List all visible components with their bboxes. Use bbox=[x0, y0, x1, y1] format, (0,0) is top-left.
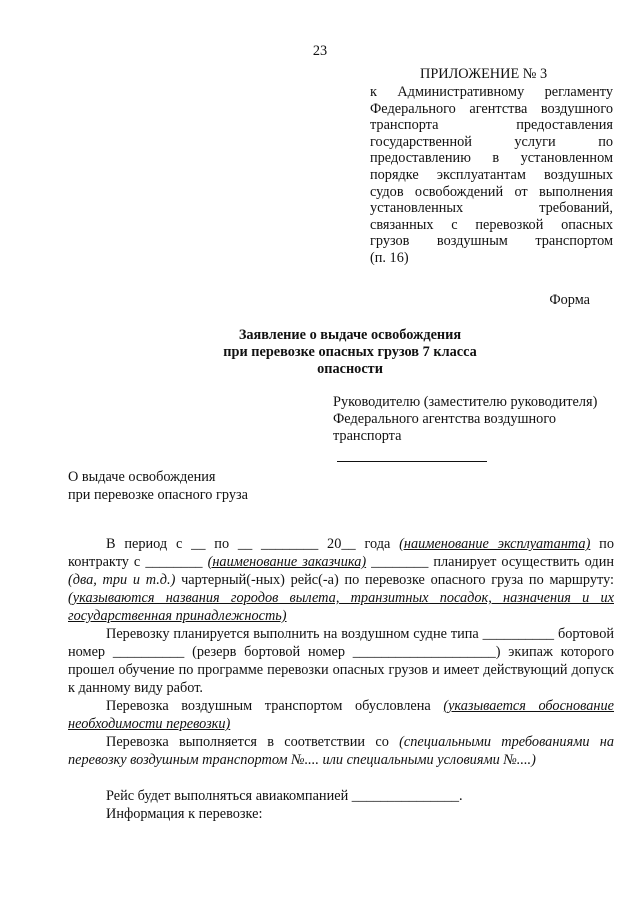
addressee-line: Федерального агентства воздушного bbox=[333, 411, 556, 427]
document-body bbox=[68, 535, 614, 823]
airline-line: Рейс будет выполняться авиакомпанией _______________. bbox=[106, 788, 463, 804]
appendix-heading: ПРИЛОЖЕНИЕ № 3 bbox=[420, 66, 548, 82]
form-label: Форма bbox=[549, 292, 590, 308]
paragraph-period-contract: В период с __ по __ ________ 20__ года (наименование эксплуатанта) по контракту с ________ (наименование заказчика) ________ планирует осуществить один (два, три и т.д.) чартерный(-ных) рейс(-а) по перевозке опасного груза по маршруту: (указываются названия городов вылета, транзитных посадок, назначения и их государственная принадлежность) bbox=[68, 536, 614, 624]
addressee-name-field[interactable] bbox=[337, 460, 487, 462]
appendix-reference bbox=[370, 84, 613, 267]
addressee-block bbox=[333, 394, 597, 445]
appendix-line: грузов воздушным транспортом bbox=[370, 233, 613, 250]
document-title bbox=[150, 327, 550, 378]
appendix-line: предоставлению в установленном bbox=[370, 150, 613, 167]
paragraph-aircraft: Перевозку планируется выполнить на воздушном судне типа __________ бортовой номер __________ (резерв бортовой номер ____________________) экипаж которого прошел обучение по программе перевозки опасных грузов и имеет действующий допуск к данному виду работ. bbox=[68, 626, 614, 696]
appendix-line: связанных с перевозкой опасных bbox=[370, 216, 613, 233]
addressee-line: Руководителю (заместителю руководителя) bbox=[333, 394, 598, 410]
appendix-line: установленных требований, bbox=[370, 200, 613, 217]
subject-line: при перевозке опасного груза bbox=[68, 487, 248, 503]
appendix-line: (п. 16) bbox=[370, 249, 409, 266]
reason-field[interactable]: (указывается обоснование необходимости перевозки) bbox=[68, 698, 615, 732]
appendix-line: государственной услуги по bbox=[370, 133, 613, 150]
spacer bbox=[68, 769, 614, 787]
page-number: 23 bbox=[312, 43, 328, 59]
subject-line: О выдаче освобождения bbox=[68, 469, 216, 485]
requirements-hint: (специальными требованиями на перевозку воздушным транспортом №.... или специальными условиями №....) bbox=[68, 734, 615, 768]
addressee-line: транспорта bbox=[333, 428, 402, 444]
operator-field[interactable]: (наименование эксплуатанта) bbox=[399, 536, 591, 552]
route-field[interactable]: (указываются названия городов вылета, транзитных посадок, назначения и их государственная принадлежность) bbox=[68, 590, 614, 624]
title-line: Заявление о выдаче освобождения bbox=[238, 327, 462, 343]
appendix-line: судов освобождений от выполнения bbox=[370, 183, 613, 200]
title-line: опасности bbox=[317, 361, 383, 377]
appendix-line: Федерального агентства воздушного bbox=[370, 100, 613, 117]
flight-count-hint: (два, три и т.д.) bbox=[68, 572, 176, 588]
appendix-line: транспорта предоставления bbox=[370, 117, 613, 134]
paragraph-reason: Перевозка воздушным транспортом обусловлена (указывается обоснование необходимости перевозки) bbox=[68, 698, 615, 732]
paragraph-requirements: Перевозка выполняется в соответствии со (специальными требованиями на перевозку воздушным транспортом №.... или специальными условиями №....) bbox=[68, 734, 615, 768]
subject-block bbox=[68, 468, 248, 504]
appendix-line: к Административному регламенту bbox=[370, 84, 613, 100]
title-line: при перевозке опасных грузов 7 класса bbox=[223, 344, 477, 360]
appendix-line: порядке эксплуатантам воздушных bbox=[370, 166, 613, 183]
customer-field[interactable]: (наименование заказчика) bbox=[207, 554, 367, 570]
cargo-info-line: Информация к перевозке: bbox=[106, 806, 263, 822]
